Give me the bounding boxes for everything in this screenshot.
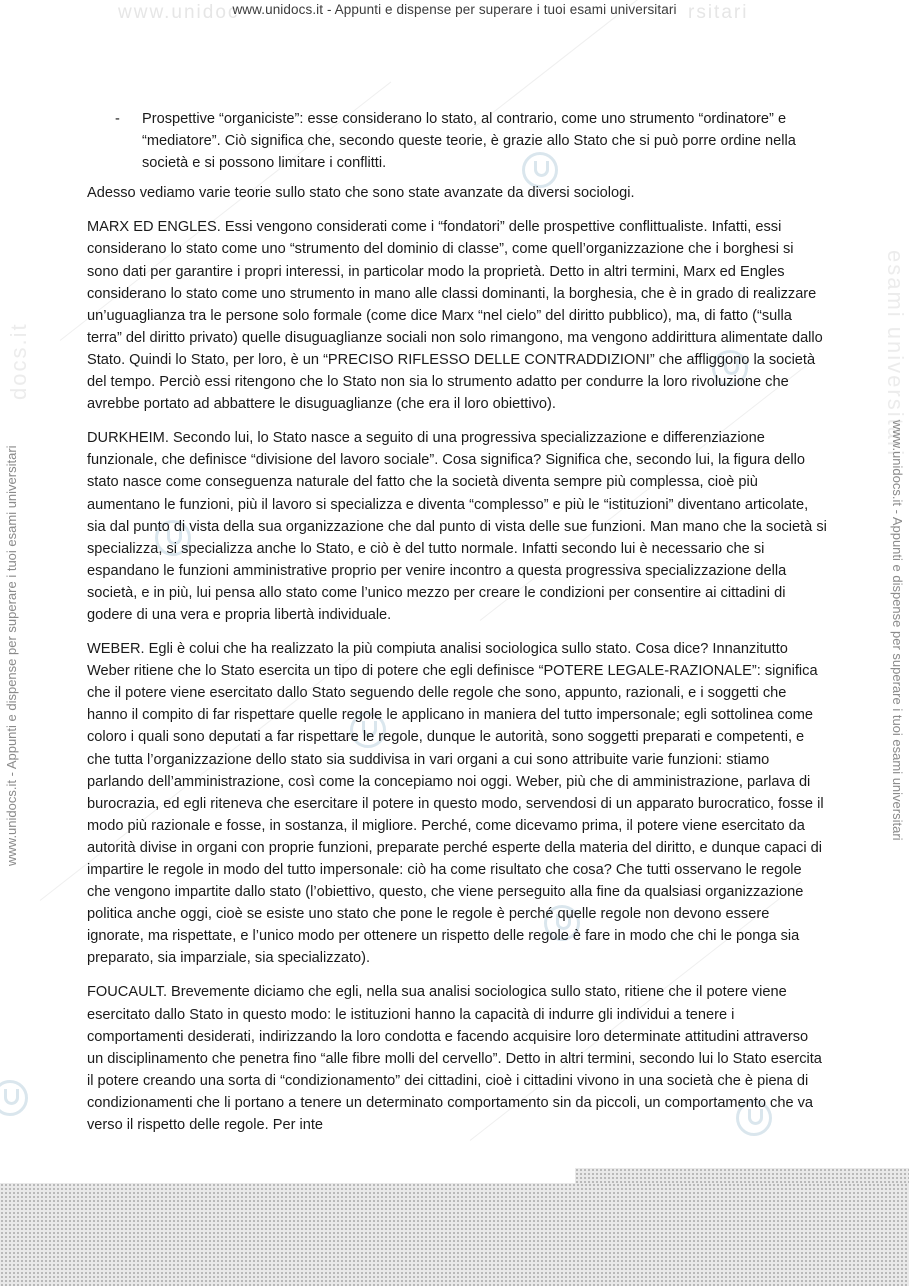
side-watermark-right: www.unidocs.it - Appunti e dispense per superare i tuoi esami universitari [890,420,905,841]
paragraph-marx: MARX ED ENGLES. Essi vengono considerati come i “fondatori” delle prospettive conflittualiste. Infatti, essi considerano lo stato come uno “strumento del dominio di classe”, come quell’organizzazione che i borghesi si sono dati per garantire i propri interessi, in particolar modo la proprietà. Detto in altri termini, Marx ed Engles considerano lo stato come uno strumento in mano alle classi dominanti, la borghesia, che è in grado di realizzare un’uguaglianza tra le persone solo formale (come dice Marx “nel cielo” del diritto pubblico), ma, di fatto (“sulla terra” del diritto privato) quelle disuguaglianze sociali non solo rimangono, ma vengono addirittura alimentate dallo Stato. Quindi lo Stato, per loro, è un “PRECISO RIFLESSO DELLE CONTRADDIZIONI” che affliggono la società del tempo. Perciò essi ritengono che lo Stato non sia lo strumento adatto per condurre la loro rivoluzione che avrebbe portato ad abbattere le disuguaglianze (che era il loro obiettivo). [87,219,823,413]
paragraph-foucault: FOUCAULT. Brevemente diciamo che egli, nella sua analisi sociologica sullo stato, ritiene che il potere viene esercitato dallo Stato in questo modo: le istituzioni hanno la capacità di indurre gli individui a tenere i comportamenti desiderati, indirizzando la loro condotta e facendo acquisire loro determinate attitudini attraverso un disciplinamento che penetra fino “alle fibre molli del cervello”. Detto in altri termini, secondo lui lo Stato esercita il potere creando una sorta di “condizionamento” dei cittadini, cioè i cittadini vivono in una società che è piena di condizionamenti che li portano a tenere un determinato comportamento sin da piccoli, un comportamento che va verso il rispetto delle regole. Per inte [87,984,822,1134]
side-watermark-left: www.unidocs.it - Appunti e dispense per superare i tuoi esami universitari [4,445,19,866]
bullet-dash: - [115,111,120,127]
obscured-area-step [575,1168,909,1184]
header-watermark-ghost: www.unidoc [118,2,240,23]
watermark-logo-icon [0,1080,28,1116]
paragraph-durkheim: DURKHEIM. Secondo lui, lo Stato nasce a seguito di una progressiva specializzazione e differenziazione funzionale, che definisce “divisione del lavoro sociale”. Cosa significa? Significa che, secondo lui, la figura dello stato nasce come conseguenza naturale del fatto che la società diventa sempre più complessa, cioè più aumentano le funzioni, più il lavoro si specializza e diventa “complesso” e più le “istituzioni” diventano articolate, sia dal punto di vista della sua organizzazione che dal punto di vista delle sue funzioni. Man mano che la società si specializza, si specializza anche lo Stato, e ciò è del tutto normale. Infatti secondo lui è necessario che si espandano le funzioni amministrative proprio per venire incontro a questa progressiva specializzazione della società, e in più, lui pensa allo stato come l’unico mezzo per creare le condizioni per consentire ai cittadini di godere di una vera e propria libertà individuale. [87,430,827,623]
document-body [87,108,827,1148]
side-watermark-ghost-left: docs.it [6,322,31,400]
header-watermark-ghost: rsitari [688,2,749,23]
bullet-item [87,108,827,174]
side-watermark-ghost-right: esami universitari [883,250,908,458]
paragraph-weber: WEBER. Egli è colui che ha realizzato la più compiuta analisi sociologica sullo stato. Cosa dice? Innanzitutto Weber ritiene che lo Stato esercita un tipo di potere che egli definisce “POTERE LEGALE-RAZIONALE”: significa che il potere viene esercitato dallo Stato seguendo delle regole che sono, appunto, razionali, e i soggetti che hanno il compito di far rispettare quelle regole le applicano in maniera del tutto impersonale; egli sottolinea come coloro i quali sono deputati a far rispettare le regole, dunque le autorità, sono soggetti preparati e competenti, e che tutta l’organizzazione dello stato sia suddivisa in vari organi a cui sono attribuite varie funzioni: stiamo parlando dell’amministrazione, così come la concepiamo noi oggi. Weber, più che di amministrazione, parlava di burocrazia, ed egli riteneva che esercitare il potere in questo modo, servendosi di un apparato burocratico, fosse il modo più razionale e fosse, in sostanza, il migliore. Perché, come dicevamo prima, il potere viene esercitato da autorità divise in organi con proprie funzioni, preparate perché esperte della materia del diritto, e dunque capaci di impartire le regole in modo del tutto impersonale: ciò ha come risultato che cosa? Che tutti osservano le regole che vengono impartite dallo stato (l’obiettivo, questo, che viene perseguito alla fine da qualsiasi organizzazione politica anche oggi, cioè se esiste uno stato che pone le regole è perché quelle regole non devono essere ignorate, ma rispettate, e l’unico modo per ottenere un rispetto delle regole è fare in modo che chi le ponga sia preparato, sia imparziale, sia specializzato). [87,641,824,967]
bullet-text: Prospettive “organiciste”: esse considerano lo stato, al contrario, come uno strumento “ordinatore” e “mediatore”. Ciò significa che, secondo queste teorie, è grazie allo Stato che si può porre ordine nella società e si possono limitare i conflitti. [142,111,796,172]
paragraph-intro: Adesso vediamo varie teorie sullo stato che sono state avanzate da diversi sociologi. [87,185,635,202]
header-watermark: www.unidocs.it - Appunti e dispense per superare i tuoi esami universitari [232,2,677,17]
obscured-area [0,1183,909,1286]
